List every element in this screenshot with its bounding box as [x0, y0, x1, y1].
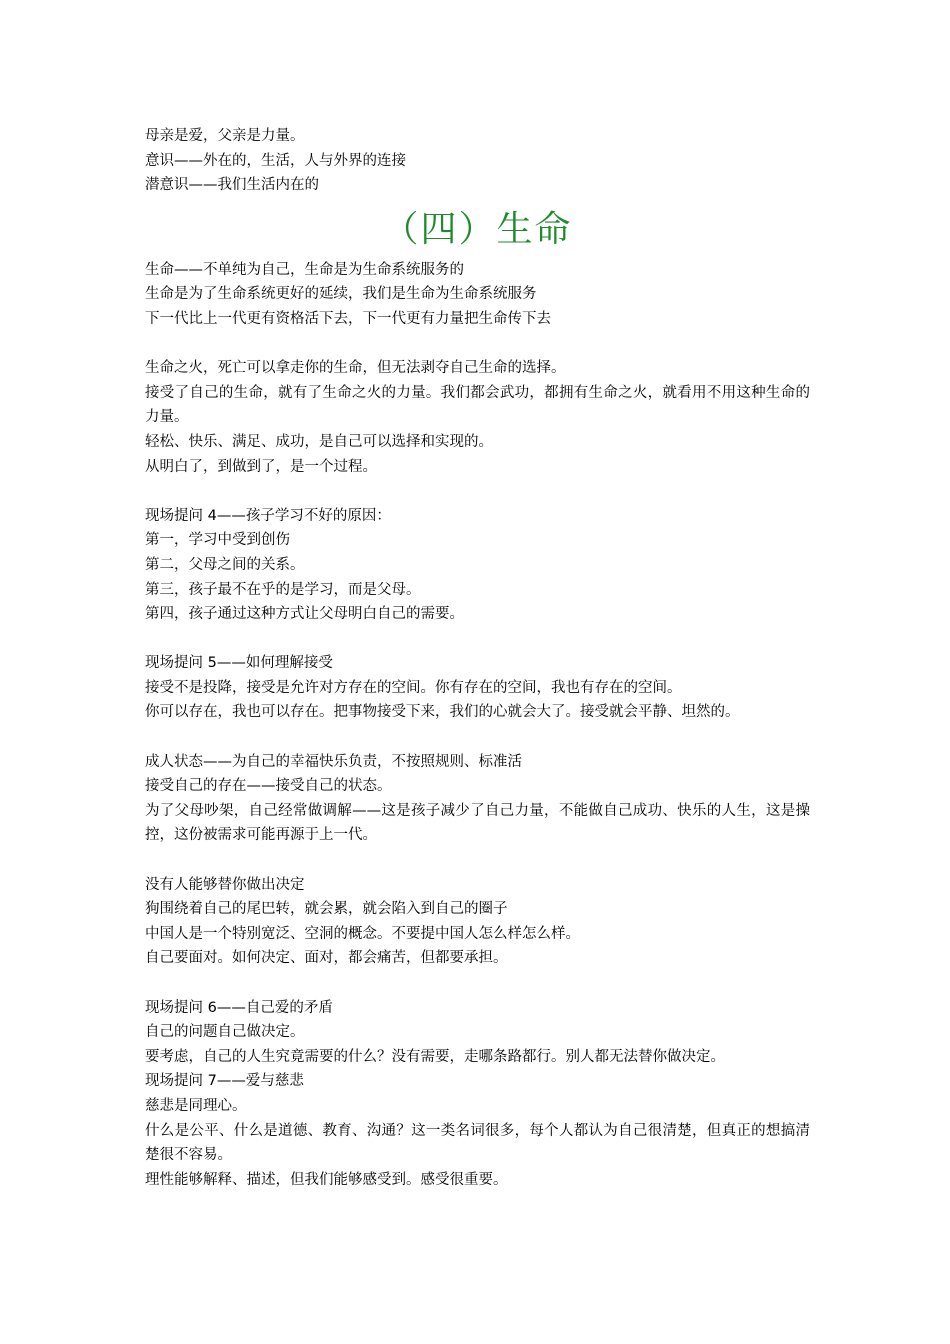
text-line: 自己要面对。如何决定、面对，都会痛苦，但都要承担。	[145, 950, 508, 967]
text-line: 自己的问题自己做决定。	[145, 1024, 305, 1041]
spacer	[145, 848, 810, 873]
text-line: 狗围绕着自己的尾巴转，就会累，就会陷入到自己的圈子	[145, 901, 508, 918]
text-line: 为了父母吵架，自己经常做调解——这是孩子减少了自己力量，不能做自己成功、快乐的人生，这是操控，这份被需求可能再源于上一代。	[145, 802, 810, 844]
spacer	[145, 479, 810, 504]
question-6-7-block	[145, 996, 810, 1193]
text-line: 从明白了，到做到了，是一个过程。	[145, 458, 377, 475]
text-line: 意识——外在的，生活，人与外界的连接	[145, 152, 406, 169]
text-line: 中国人是一个特别宽泛、空洞的概念。不要提中国人怎么样怎么样。	[145, 925, 580, 942]
document-body	[145, 124, 810, 1192]
text-line: 生命之火，死亡可以拿走你的生命，但无法剥夺自己生命的选择。	[145, 360, 566, 377]
text-line: 潜意识——我们生活内在的	[145, 177, 319, 194]
question-4-block	[145, 504, 810, 627]
adult-state-block	[145, 750, 810, 848]
life-fire-block	[145, 356, 810, 479]
intro-block	[145, 124, 810, 198]
spacer	[145, 725, 810, 750]
text-line: 慈悲是同理心。	[145, 1097, 247, 1114]
question-5-block	[145, 651, 810, 725]
text-line: 成人状态——为自己的幸福快乐负责，不按照规则、标准活	[145, 753, 522, 770]
text-line: 要考虑，自己的人生究竟需要的什么？没有需要，走哪条路都行。别人都无法替你做决定。	[145, 1048, 725, 1065]
life-block	[145, 258, 810, 332]
text-line: 母亲是爱，父亲是力量。	[145, 128, 305, 144]
text-line: 接受不是投降，接受是允许对方存在的空间。你有存在的空间，我也有存在的空间。	[145, 679, 682, 696]
text-line: 轻松、快乐、满足、成功，是自己可以选择和实现的。	[145, 433, 493, 450]
spacer	[145, 332, 810, 357]
spacer	[145, 971, 810, 996]
text-line: 没有人能够替你做出决定	[145, 876, 305, 893]
text-line: 第二，父母之间的关系。	[145, 556, 305, 573]
question-heading: 现场提问 6——自己爱的矛盾	[145, 999, 333, 1016]
text-line: 生命是为了生命系统更好的延续，我们是生命为生命系统服务	[145, 286, 537, 303]
text-line: 接受了自己的生命，就有了生命之火的力量。我们都会武功，都拥有生命之火，就看用不用这种生命的力量。	[145, 384, 810, 426]
spacer	[145, 627, 810, 652]
text-line: 第四，孩子通过这种方式让父母明白自己的需要。	[145, 606, 464, 623]
text-line: 下一代比上一代更有资格活下去，下一代更有力量把生命传下去	[145, 310, 551, 327]
text-line: 接受自己的存在——接受自己的状态。	[145, 778, 392, 795]
question-heading: 现场提问 7——爱与慈悲	[145, 1073, 304, 1090]
text-line: 你可以存在，我也可以存在。把事物接受下来，我们的心就会大了。接受就会平静、坦然的。	[145, 704, 740, 721]
text-line: 生命——不单纯为自己，生命是为生命系统服务的	[145, 261, 464, 278]
section-title: （四）生命	[382, 208, 573, 250]
text-line: 什么是公平、什么是道德、教育、沟通？这一类名词很多，每个人都认为自己很清楚，但真正的想搞清楚很不容易。	[145, 1122, 810, 1164]
question-heading: 现场提问 5——如何理解接受	[145, 655, 333, 672]
question-heading: 现场提问 4——孩子学习不好的原因：	[145, 507, 391, 524]
decision-block	[145, 873, 810, 971]
text-line: 理性能够解释、描述，但我们能够感受到。感受很重要。	[145, 1171, 508, 1188]
text-line: 第一，学习中受到创伤	[145, 532, 290, 549]
text-line: 第三，孩子最不在乎的是学习，而是父母。	[145, 581, 421, 598]
